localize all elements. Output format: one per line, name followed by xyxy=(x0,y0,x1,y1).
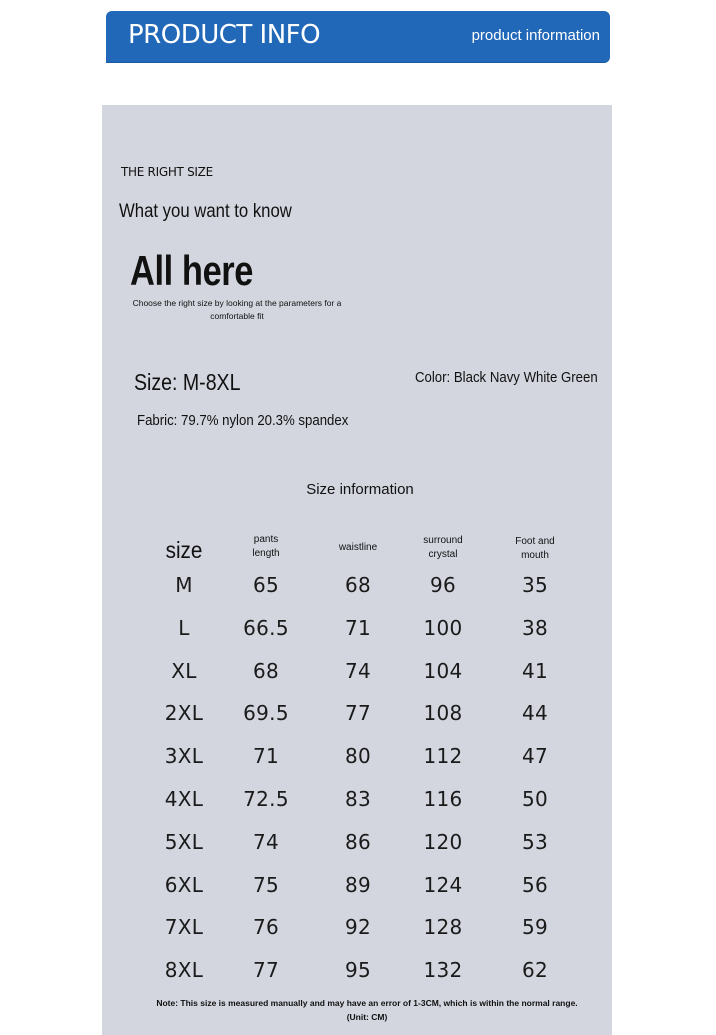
value-cell: 132 xyxy=(423,958,463,983)
value-cell: 116 xyxy=(423,787,463,811)
header-foot-and-mouth: Foot and mouth xyxy=(515,536,555,561)
value-cell: 71 xyxy=(252,744,280,769)
size-cell: 6XL xyxy=(164,872,204,897)
value-cell: 41 xyxy=(521,658,549,683)
size-cell: 5XL xyxy=(164,829,204,854)
value-cell: 44 xyxy=(521,701,549,726)
header-pants-length: pants length xyxy=(252,534,280,559)
value-cell: 66.5 xyxy=(243,615,289,640)
value-cell: 75 xyxy=(252,872,280,897)
value-cell: 65 xyxy=(252,573,280,597)
banner-subtitle: product information xyxy=(471,27,600,44)
value-cell: 112 xyxy=(423,744,463,769)
value-cell: 72.5 xyxy=(243,787,289,811)
value-cell: 95 xyxy=(344,958,372,983)
size-table-title: Size information xyxy=(306,481,414,498)
value-cell: 128 xyxy=(423,915,463,940)
value-cell: 77 xyxy=(344,701,372,726)
table-row xyxy=(102,744,612,774)
value-cell: 80 xyxy=(344,744,372,769)
table-row xyxy=(102,830,612,860)
value-cell: 86 xyxy=(344,829,372,854)
value-cell: 76 xyxy=(252,915,280,940)
header-waistline: waistline xyxy=(338,542,378,553)
value-cell: 59 xyxy=(521,915,549,940)
size-panel xyxy=(102,105,612,1035)
size-cell: 3XL xyxy=(164,744,204,769)
banner-title: PRODUCT INFO xyxy=(128,20,321,50)
size-range: Size: M-8XL xyxy=(134,369,241,395)
table-row xyxy=(102,787,612,817)
value-cell: 108 xyxy=(423,701,463,726)
value-cell: 35 xyxy=(521,573,549,597)
table-row xyxy=(102,616,612,646)
table-row xyxy=(102,915,612,945)
table-row xyxy=(102,659,612,689)
value-cell: 77 xyxy=(252,958,280,983)
choose-size-text: Choose the right size by looking at the parameters for a comfortable fit xyxy=(132,298,342,321)
value-cell: 92 xyxy=(344,915,372,940)
measurement-note: Note: This size is measured manually and may have an error of 1-3CM, which is within the normal range. (Unit: CM) xyxy=(156,998,578,1022)
value-cell: 74 xyxy=(344,658,372,683)
value-cell: 53 xyxy=(521,829,549,854)
value-cell: 120 xyxy=(423,829,463,854)
size-cell: 7XL xyxy=(164,915,204,940)
value-cell: 62 xyxy=(521,958,549,983)
fabric-info: Fabric: 79.7% nylon 20.3% spandex xyxy=(137,412,349,429)
value-cell: 100 xyxy=(423,615,463,640)
size-cell: 4XL xyxy=(164,787,204,811)
value-cell: 68 xyxy=(344,573,372,597)
size-cell: M xyxy=(175,573,193,597)
header-size: size xyxy=(165,537,203,563)
value-cell: 96 xyxy=(429,573,457,597)
value-cell: 104 xyxy=(423,658,463,683)
table-row xyxy=(102,958,612,988)
product-info-banner xyxy=(106,11,610,62)
header-surround-crystal: surround crystal xyxy=(423,535,463,560)
size-cell: 2XL xyxy=(164,701,204,726)
value-cell: 38 xyxy=(521,615,549,640)
value-cell: 56 xyxy=(521,872,549,897)
color-options: Color: Black Navy White Green xyxy=(415,369,598,386)
value-cell: 68 xyxy=(252,658,280,683)
value-cell: 69.5 xyxy=(243,701,289,726)
value-cell: 83 xyxy=(344,787,372,811)
table-row xyxy=(102,873,612,903)
table-row xyxy=(102,573,612,603)
all-here-heading: All here xyxy=(130,247,254,294)
size-cell: 8XL xyxy=(164,958,204,983)
value-cell: 50 xyxy=(521,787,549,811)
value-cell: 89 xyxy=(344,872,372,897)
value-cell: 74 xyxy=(252,829,280,854)
want-to-know-heading: What you want to know xyxy=(119,201,292,222)
value-cell: 124 xyxy=(423,872,463,897)
value-cell: 47 xyxy=(521,744,549,769)
value-cell: 71 xyxy=(344,615,372,640)
table-row xyxy=(102,701,612,731)
right-size-label: THE RIGHT SIZE xyxy=(121,165,213,179)
size-cell: L xyxy=(178,615,190,640)
size-cell: XL xyxy=(171,658,197,683)
